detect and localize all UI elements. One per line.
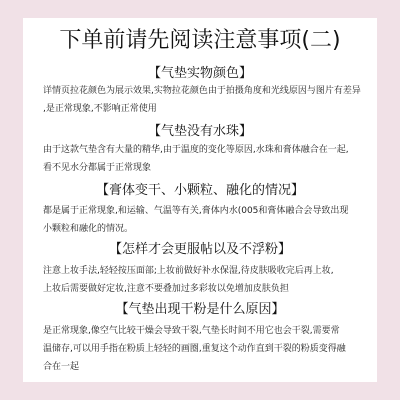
section-heading-dry-powder-cause: 【气垫出现干粉是什么原因】 <box>115 302 285 317</box>
section-heading-no-water-drops: 【气垫没有水珠】 <box>147 124 252 139</box>
section-body-line: 都是属于正常现象,和运输、气温等有关,膏体内水(005和膏体融合会导致出现 <box>43 206 349 216</box>
page-title: 下单前请先阅读注意事项(二) <box>59 28 341 53</box>
section-heading-better-adhesion: 【怎样才会更服帖以及不浮粉】 <box>108 242 291 257</box>
section-body-paste-dry-granules <box>43 202 373 238</box>
section-body-line: 详情页拉花颜色为展示效果,实物拉花颜色由于拍摄角度和光线原因与图片有差异 <box>43 86 361 96</box>
section-body-line: 看不见水分都属于正常现象 <box>43 163 152 173</box>
section-body-line: 注意上妆手法,轻轻按压面部;上妆前做好补水保湿,待皮肤吸收完后再上妆, <box>43 266 334 276</box>
section-body-line: 小颗粒和融化的情况。 <box>43 224 134 234</box>
section-heading-cushion-color: 【气垫实物颜色】 <box>147 66 252 81</box>
section-body-line: 是正常现象,像空气比较干燥会导致干裂,气垫长时间不用它也会干裂,需要常 <box>43 326 340 336</box>
section-body-cushion-color <box>43 82 373 118</box>
section-body-line: 上妆后需要做好定妆,注意不要叠加过多彩妆以免增加皮肤负担 <box>43 284 289 294</box>
section-heading-paste-dry-granules: 【膏体变干、小颗粒、融化的情况】 <box>95 183 304 198</box>
section-body-no-water-drops <box>43 141 373 177</box>
section-body-dry-powder-cause <box>43 322 373 376</box>
section-body-better-adhesion <box>43 262 373 298</box>
section-body-line: ,是正常现象,不影响正常使用 <box>43 104 157 114</box>
section-body-line: 由于这款气垫含有大量的精华,由于温度的变化等原因,水珠和膏体融合在一起, <box>43 145 349 155</box>
section-body-line: 合在一起 <box>43 362 80 372</box>
section-body-line: 温储存,可以用手指在粉质上轻轻的画圈,重复这个动作直到干裂的粉质变得融 <box>43 344 346 354</box>
